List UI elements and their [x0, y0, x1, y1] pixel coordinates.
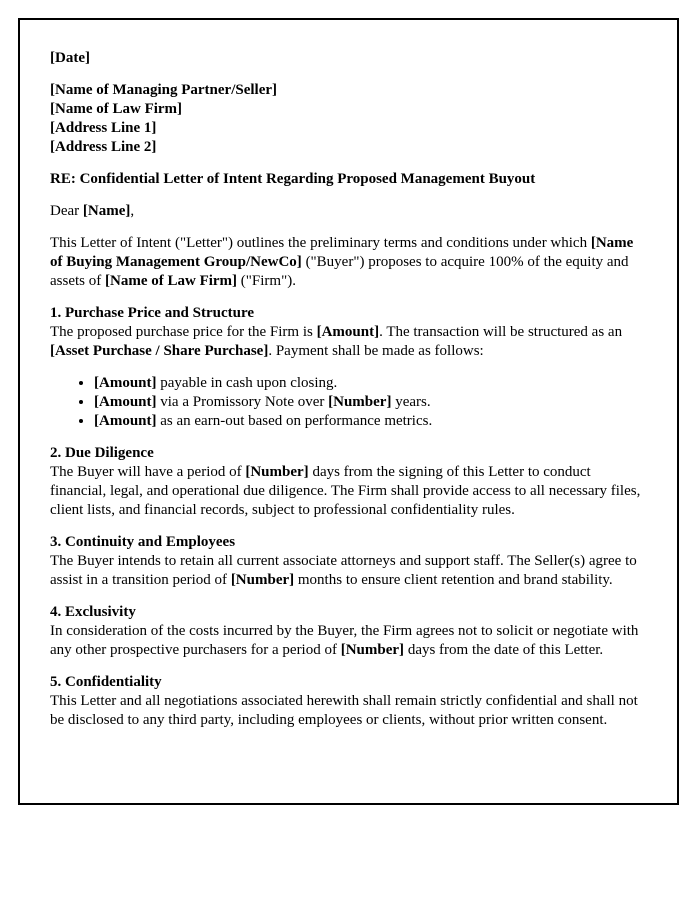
recipient-block — [50, 81, 647, 157]
section-exclusivity-body: In consideration of the costs incurred by the Buyer, the Firm agrees not to solicit or negotiate with any other prospective purchasers for a period of [Number] days from the date of this Letter. — [50, 623, 639, 658]
recipient-firm-line: [Name of Law Firm] — [50, 101, 183, 117]
section-due-diligence-body: The Buyer will have a period of [Number] days from the signing of this Letter to conduct financial, legal, and operational due diligence. The Firm shall provide access to all necessary files, client lists, and financial records, subject to professional confidentiality rules. — [50, 464, 641, 518]
section-continuity-heading: 3. Continuity and Employees — [50, 534, 236, 550]
salutation: Dear [Name], — [50, 203, 135, 219]
section-confidentiality — [50, 673, 647, 730]
subject-line: RE: Confidential Letter of Intent Regarding Proposed Management Buyout — [50, 171, 536, 187]
recipient-name-line: [Name of Managing Partner/Seller] — [50, 82, 278, 98]
intro-paragraph: This Letter of Intent ("Letter") outlines the preliminary terms and conditions under which [Name of Buying Management Group/NewCo] ("Buyer") proposes to acquire 100% of the equity and assets of [Name of Law Firm] ("Firm"). — [50, 235, 634, 289]
date-line: [Date] — [50, 50, 90, 66]
section-continuity-body: The Buyer intends to retain all current associate attorneys and support staff. The Seller(s) agree to assist in a transition period of [Number] months to ensure client retention and brand stability. — [50, 553, 637, 588]
section-exclusivity-heading: 4. Exclusivity — [50, 604, 136, 620]
recipient-address-line-1: [Address Line 1] — [50, 120, 157, 136]
payment-terms-list — [50, 374, 647, 431]
payment-term-item: • [Amount] as an earn-out based on performance metrics. — [94, 412, 647, 431]
recipient-address-line-2: [Address Line 2] — [50, 139, 157, 155]
section-confidentiality-heading: 5. Confidentiality — [50, 674, 162, 690]
section-purchase-price-heading: 1. Purchase Price and Structure — [50, 305, 255, 321]
section-due-diligence-heading: 2. Due Diligence — [50, 445, 154, 461]
payment-term-item: • [Amount] via a Promissory Note over [Number] years. — [94, 393, 647, 412]
letter-page — [18, 18, 679, 805]
section-due-diligence — [50, 444, 647, 520]
section-confidentiality-body: This Letter and all negotiations associated herewith shall remain strictly confidential and shall not be disclosed to any third party, including employees or clients, without prior written consent. — [50, 693, 638, 728]
section-exclusivity — [50, 603, 647, 660]
section-continuity — [50, 533, 647, 590]
section-purchase-price — [50, 304, 647, 431]
payment-term-item: • [Amount] payable in cash upon closing. — [94, 374, 647, 393]
section-purchase-price-body: The proposed purchase price for the Firm is [Amount]. The transaction will be structured as an [Asset Purchase / Share Purchase]. Payment shall be made as follows: — [50, 324, 623, 359]
